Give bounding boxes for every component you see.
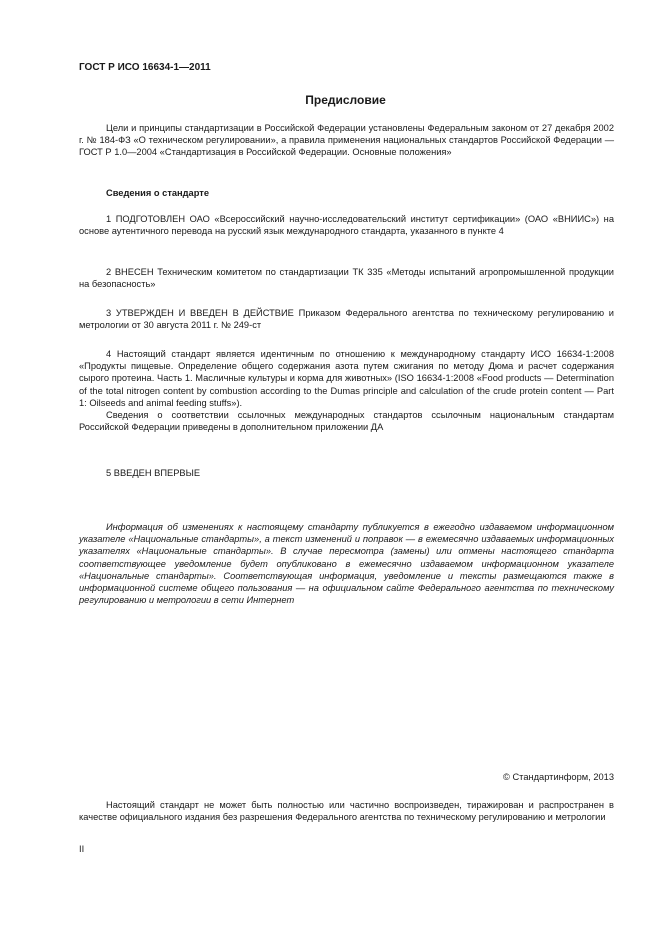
info-notice: Информация об изменениях к настоящему стандарту публикуется в ежегодно издаваемом информационном указателе «Национальные стандарты», а текст изменений и поправок — в ежемесячно издаваемых информационных указателях «Национальные стандарты». В случае пересмотра (замены) или отмены настоящего стандарта соответствующее уведомление будет опубликовано в ежемесячно издаваемом информационном указателе «Национальные стандарты». Соответствующая информация, уведомление и тексты размещаются также в информационной системе общего пользования — на официальном сайте Федерального агентства по техническому регулированию и метрологии в сети Интернет [79, 522, 614, 606]
item-5-block [79, 467, 614, 479]
item-3-block [79, 307, 614, 331]
item-1-block [79, 213, 614, 237]
section-title: Предисловие [305, 93, 386, 107]
document-header: ГОСТ Р ИСО 16634-1—2011 [79, 62, 211, 73]
copyright: © Стандартинформ, 2013 [503, 772, 614, 782]
reproduction-block [79, 799, 614, 823]
item-4-block [79, 348, 614, 433]
item-4-reference-note: Сведения о соответствии ссылочных международных стандартов ссылочным национальным стандартам Российской Федерации приведены в дополнительном приложении ДА [79, 410, 614, 433]
standard-info-heading: Сведения о стандарте [106, 188, 210, 198]
page-number: II [79, 844, 85, 854]
item-5: 5 ВВЕДЕН ВПЕРВЫЕ [106, 468, 201, 478]
item-4: 4 Настоящий стандарт является идентичным по отношению к международному стандарту ИСО 16634-1:2008 «Продукты пищевые. Определение общего содержания азота путем сжигания по методу Дюма и расчет содержания сырого протеина. Часть 1. Масличные культуры и корма для животных» (ISO 16634-1:2008 «Food products — Determination of the total nitrogen content by combustion according to the Dumas principle and calculation of the crude protein content — Part 1: Oilseeds and animal feeding stuffs»). [79, 349, 614, 408]
item-2: 2 ВНЕСЕН Техническим комитетом по стандартизации ТК 335 «Методы испытаний агропромышленной продукции на безопасность» [79, 267, 614, 290]
intro-block [79, 122, 614, 159]
reproduction-notice: Настоящий стандарт не может быть полностью или частично воспроизведен, тиражирован и распространен в качестве официального издания без разрешения Федерального агентства по техническому регулированию и метрологии [79, 800, 614, 823]
item-2-block [79, 266, 614, 290]
intro-paragraph: Цели и принципы стандартизации в Российской Федерации установлены Федеральным законом от 27 декабря 2002 г. № 184-ФЗ «О техническом регулировании», а правила применения национальных стандартов Российской Федерации — ГОСТ Р 1.0—2004 «Стандартизация в Российской Федерации. Основные положения» [79, 123, 614, 158]
item-3: 3 УТВЕРЖДЕН И ВВЕДЕН В ДЕЙСТВИЕ Приказом Федерального агентства по техническому регулированию и метрологии от 30 августа 2011 г. № 249-ст [79, 308, 614, 331]
item-1: 1 ПОДГОТОВЛЕН ОАО «Всероссийский научно-исследовательский институт сертификации» (ОАО «ВНИИС») на основе аутентичного перевода на русский язык международного стандарта, указанного в пункте 4 [79, 214, 614, 237]
info-notice-block [79, 521, 614, 606]
